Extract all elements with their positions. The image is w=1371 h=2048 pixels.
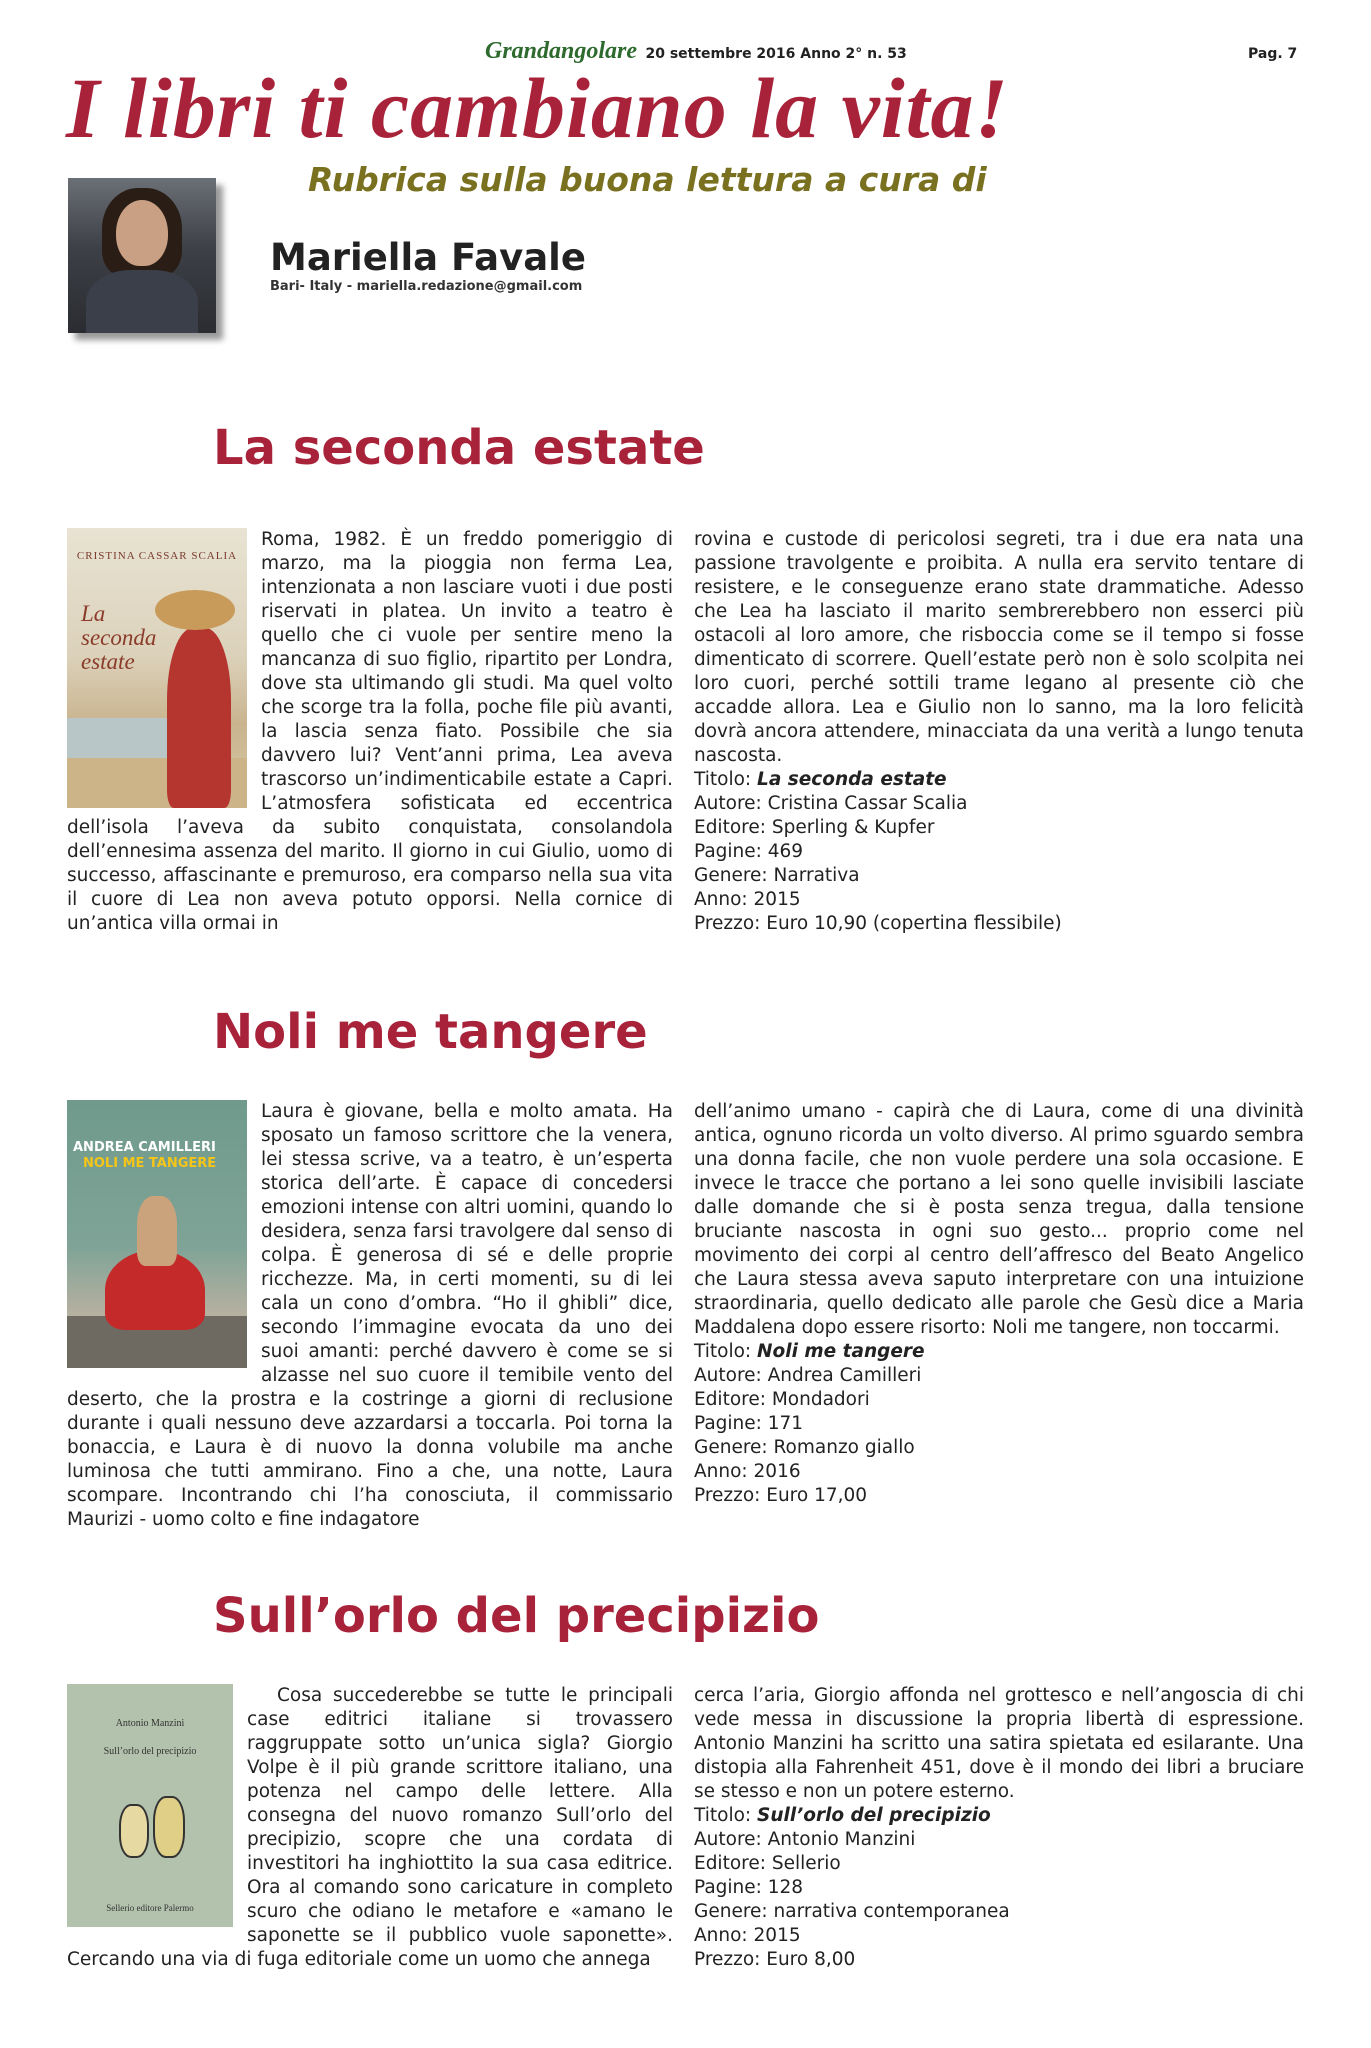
column-subtitle: Rubrica sulla buona lettura a cura di: [308, 160, 987, 199]
article-title: Sull’orlo del precipizio: [213, 1588, 820, 1644]
book-title: Sull’orlo del precipizio: [757, 1805, 991, 1826]
publication-name: Grandangolare: [485, 38, 638, 64]
cover-publisher: Sellerio editore Palermo: [106, 1903, 194, 1913]
article-left-column: [67, 1684, 673, 1972]
cover-author: Antonio Manzini: [115, 1718, 185, 1729]
book-pages: Pagine: 128: [694, 1877, 804, 1898]
book-pages: Pagine: 171: [694, 1413, 804, 1434]
article-body-left: Roma, 1982. È un freddo pomeriggio di marzo, ma la pioggia non ferma Lea, intenzionata a non lasciare vuoti i due posti riservati in platea. Un invito a teatro è quello che ci vuole per sentire meno la mancanza di suo figlio, ripartito per Londra, dove sta ultimando gli studi. Ma quel volto che scorge tra la folla, poche file più avanti, la lascia senza fiato. Possibile che sia davvero lui? Vent’anni prima, Lea aveva trascorso un’indimenticabile estate a Capri. L’atmosfera sofisticata ed eccentrica dell’isola l’aveva da subito conquistata, consolandola dell’ennesima assenza del marito. Il giorno in cui Giulio, uomo di successo, affascinante e premuroso, era comparso nella sua vita il cuore di Lea non aveva potuto opporsi. Nella cornice di un’antica villa ormai in: [67, 529, 673, 934]
book-cover: [67, 1100, 247, 1368]
book-title: La seconda estate: [757, 769, 947, 790]
article-right-column: [694, 1684, 1304, 1972]
article-right-column: [694, 1100, 1304, 1508]
article-body-right: rovina e custode di pericolosi segreti, tra i due era nata una passione travolgente e proibita. A nulla era servito tentare di resistere, e le conseguenze erano state drammatiche. Adesso che Lea ha lasciato il marito sembrerebbero non esserci più ostacoli al loro amore, che risboccia come se il tempo si fosse dimenticato di scorrere. Quell’estate però non è solo scolpita nei loro cuori, perché sottili trame legano al presente ciò che accadde allora. Lea e Giulio non lo sanno, ma la loro felicità dovrà ancora attendere, minacciata da una verità a lungo tenuta nascosta.: [694, 529, 1304, 766]
article-title: La seconda estate: [213, 420, 705, 476]
book-year: Anno: 2015: [694, 1925, 801, 1946]
book-author: Autore: Antonio Manzini: [694, 1829, 916, 1850]
book-details: [694, 1804, 1304, 1972]
book-publisher: Editore: Mondadori: [694, 1389, 870, 1410]
cover-author: CRISTINA CASSAR SCALIA: [76, 550, 238, 562]
titolo-label: Titolo:: [694, 1805, 752, 1826]
book-year: Anno: 2015: [694, 889, 801, 910]
book-author: Autore: Andrea Camilleri: [694, 1365, 922, 1386]
cover-title: NOLI ME TANGERE: [83, 1156, 217, 1171]
cover-author: ANDREA CAMILLERI: [73, 1140, 216, 1155]
article-body-left: Laura è giovane, bella e molto amata. Ha sposato un famoso scrittore che la venera, lei stessa scrive, va a teatro, è un’esperta storica dell’arte. È capace di concedersi emozioni intense con altri uomini, quando lo desidera, senza farsi travolgere dal senso di colpa. È generosa di sé e delle proprie ricchezze. Ma, in certi momenti, su di lei cala un cono d’ombra. “Ho il ghibli” dice, secondo l’immagine evocata da uno dei suoi amanti: perché davvero è come se si alzasse nel suo cuore il temibile vento del deserto, che la prostra e la costringe a giorni di reclusione durante i quali nessuno deve azzardarsi a toccarla. Poi torna la bonaccia, e Laura è di nuovo la donna volubile ma anche luminosa che tutti ammirano. Fino a che, una notte, Laura scompare. Incontrando chi l’ha conosciuta, il commissario Maurizi - uomo colto e fine indagatore: [67, 1101, 673, 1530]
page-headline: I libri ti cambiano la vita!: [66, 60, 1010, 156]
article-body-right: cerca l’aria, Giorgio affonda nel grottesco e nell’angoscia di chi vede messa in discussione la propria libertà di espressione. Antonio Manzini ha scritto una satira spietata ed esilarante. Una distopia alla Fahrenheit 451, dove è il mondo dei libri a bruciare se stesso e non un potere esterno.: [694, 1685, 1304, 1802]
book-publisher: Editore: Sperling & Kupfer: [694, 817, 935, 838]
issue-info: 20 settembre 2016 Anno 2° n. 53: [645, 46, 907, 62]
book-title: Noli me tangere: [757, 1341, 925, 1362]
article-title: Noli me tangere: [213, 1004, 648, 1060]
book-price: Prezzo: Euro 10,90 (copertina flessibile): [694, 913, 1062, 934]
author-photo: [68, 178, 216, 333]
book-price: Prezzo: Euro 17,00: [694, 1485, 868, 1506]
book-details: [694, 768, 1304, 936]
article-left-column: [67, 1100, 673, 1532]
article-left-column: [67, 528, 673, 936]
page-number: Pag. 7: [1248, 46, 1298, 62]
book-genre: Genere: Narrativa: [694, 865, 860, 886]
book-year: Anno: 2016: [694, 1461, 801, 1482]
book-price: Prezzo: Euro 8,00: [694, 1949, 856, 1970]
author-name: Mariella Favale: [270, 236, 586, 279]
book-author: Autore: Cristina Cassar Scalia: [694, 793, 968, 814]
titolo-label: Titolo:: [694, 769, 752, 790]
book-publisher: Editore: Sellerio: [694, 1853, 841, 1874]
book-cover: [67, 528, 247, 808]
article-right-column: [694, 528, 1304, 936]
book-genre: Genere: narrativa contemporanea: [694, 1901, 1010, 1922]
cover-title: La seconda estate: [81, 601, 157, 674]
author-contact: Bari- Italy - mariella.redazione@gmail.com: [270, 279, 583, 294]
book-details: [694, 1340, 1304, 1508]
cover-title: Sull’orlo del precipizio: [103, 1746, 197, 1757]
book-cover: [67, 1684, 233, 1927]
article-body-left: Cosa succederebbe se tutte le principali case editrici italiane si trovassero raggruppate sotto un’unica sigla? Giorgio Volpe è il più grande scrittore italiano, una potenza nel campo delle lettere. Alla consegna del nuovo romanzo Sull’orlo del precipizio, scopre che una cordata di investitori ha inghiottito la sua casa editrice. Ora al comando sono caricature in completo scuro che odiano le metafore e «amano le saponette se il pubblico vuole saponette». Cercando una via di fuga editoriale come un uomo che annega: [67, 1685, 673, 1970]
book-pages: Pagine: 469: [694, 841, 804, 862]
article-body-right: dell’animo umano - capirà che di Laura, come di una divinità antica, ognuno ricorda un volto diverso. Al primo sguardo sembra una donna facile, che non vuole perdere una sola occasione. E invece le tracce che portano a lei sono quelle invisibili lasciate dalle domande che si è posta senza tregua, dalla tensione bruciante nascosta in ogni suo gesto... proprio come nel movimento dei corpi al centro dell’affresco del Beato Angelico che Laura stessa aveva saputo interpretare con una intuizione straordinaria, quello dedicato alle parole che Gesù dice a Maria Maddalena dopo essere risorto: Noli me tangere, non toccarmi.: [694, 1101, 1304, 1338]
titolo-label: Titolo:: [694, 1341, 752, 1362]
book-genre: Genere: Romanzo giallo: [694, 1437, 915, 1458]
